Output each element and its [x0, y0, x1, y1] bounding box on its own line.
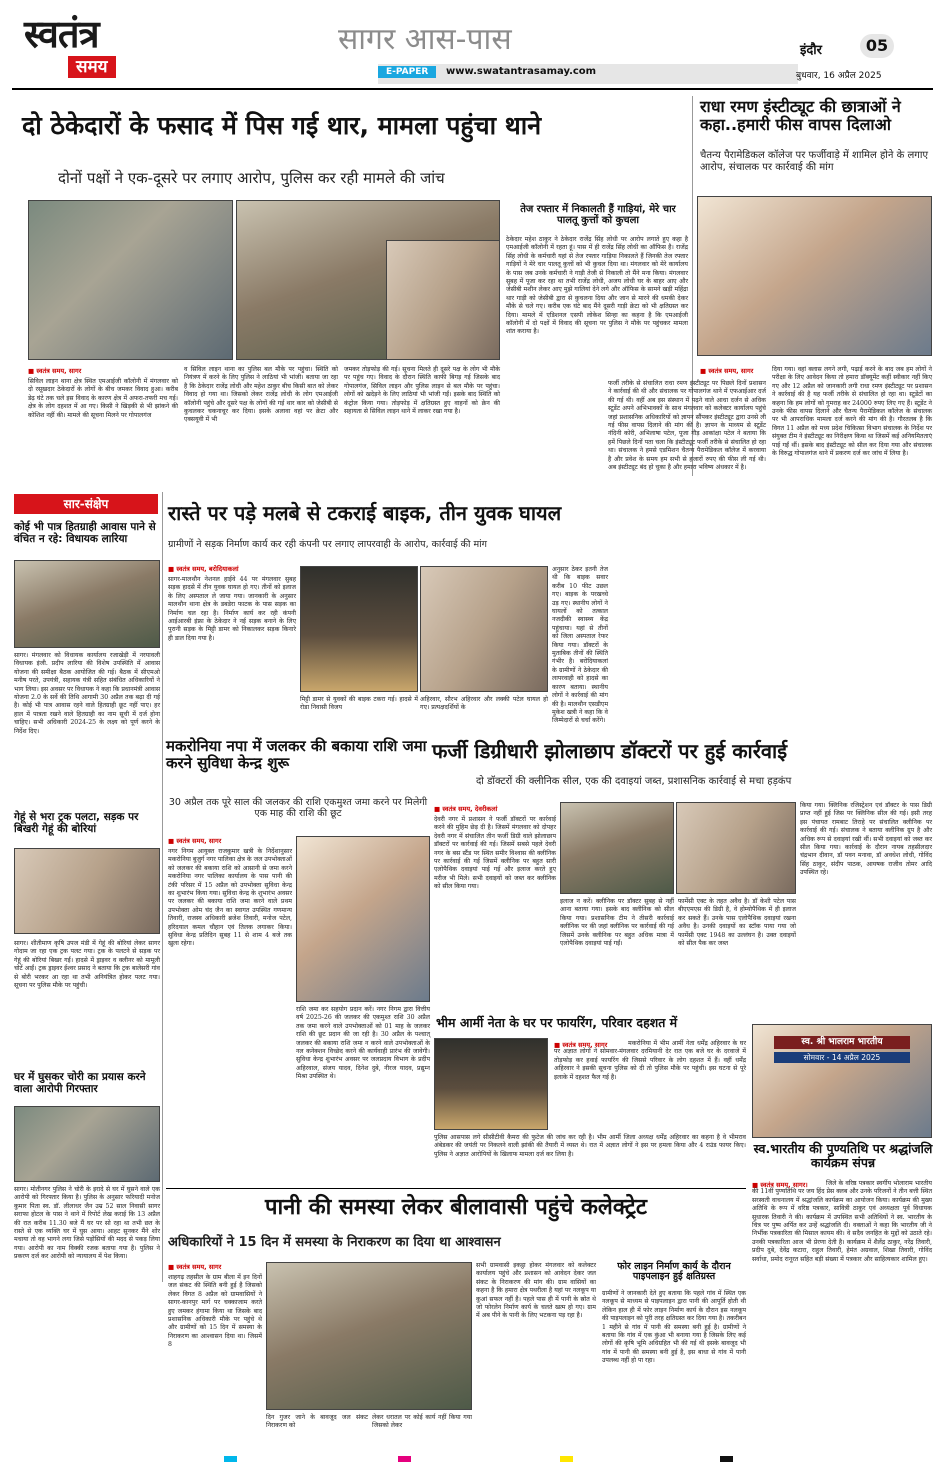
section-title: सागर आस-पास	[338, 22, 512, 57]
makronia-col1: नगर निगम आयुक्त राजकुमार खत्री के निर्देशानुसार मकरोनिया बुजुर्ग नगर पालिका क्षेत्र के जल उपभोक्ताओं को जलकर की बकाया राशि को आसानी से जमा करने मकरोनिया नगर पालिका कार्यालय के पास पानी की टंकी परिसर में 15 अप्रैल को उपभोक्ता सुविधा केन्द्र का शुभारंभ किया गया। सुविधा केन्द्र के शुभारंभ अवसर पर जलकर की बकाया राशि जमा करने वाले प्रथम उपभोक्ता ओम चंद जैन का स्वागत उपस्थित गणमान्य तिवारी, राजस्व अधिकारी ब्रजेश तिवारी, मनोज पटेल, हरिदयाल कमल चौहान एवं तिलक लगाकर किया। सुविधा केन्द्र प्रतिदिन सुबह 11 से शाम 4 बजे तक खुला रहेगा।	[168, 848, 292, 948]
farji-subhead: दो डॉक्टरों की क्लीनिक सील, एक की दवाइयां जब्त, प्रशासनिक कार्रवाई से मचा हड़कंप	[476, 776, 792, 787]
farji-headline: फर्जी डिग्रीधारी झोलाछाप डॉक्टरों पर हुई कार्रवाई	[432, 739, 788, 763]
farji-col1: देवरी नगर में प्रशासन ने फर्जी डॉक्टरों पर कार्रवाई करने की मुहिम छेड़ दी है। जिसमें मंगलवार को दोपहर देवरी नगर में संचालित तीन फर्जी डिग्री वाले झोलाछाप डॉक्टरों पर कार्रवाई की गई। जिसमें सबसे पहले देवरी नगर के बस स्टैंड पर स्थित समीर विश्वास की क्लीनिक पर कार्रवाई की गई जिसमें क्लीनिक पर बहुत सारी एलोपैथिक दवाइयां पाई गई और इलाज करते हुए मरीज भी मिले। सभी दवाइयों को जब्त कर क्लीनिक को सील किया गया।	[434, 816, 556, 891]
bike-dateline: ■ स्वतंत्र समय, बरोदियाकलां	[168, 564, 239, 573]
water-col2: दिन गुजर जाने के बावजूद जल संकट निराकरण को	[266, 1414, 368, 1430]
radha-col2: दिया गया। वहां क्लास लगने लगी, पढ़ाई करने के बाद जब हम लोगों ने परीक्षा के लिए आवेदन किया तो हमारा डॉक्यूमेंट कहीं स्वीकार नहीं किए गए और 12 अप्रैल को जानकारी लगी राधा रमण इंस्टीट्यूट पर प्रशासन ने कार्रवाई की है यह फर्जी तरीके से संचालित हो रहा था। स्टूडेंटों का कहना कि हम लोगों को गुमराह कर 24000 रुपए लिए गए हैं। स्टूडेंट ने उनके फीस वापस दिलाने और चैतन्य पैरामेडिकल कॉलेज के संचालक पर भी आपराधिक मामला दर्ज करने की मांग की है। गौरतलब है कि विगत 11 अप्रैल को मध्य प्रदेश चिकित्सा विभाग संचालक के निर्देश पर संयुक्त टीम ने इंस्टीट्यूट का निरीक्षण किया था जिसमें कई अनियमितताएं पाई गईं थीं। इसके बाद इंस्टीट्यूट को सील कर दिया गया और संचालक के विरुद्ध गोपालगंज थाने में प्रकरण दर्ज कर जांच में लिया है।	[772, 366, 932, 458]
masthead	[0, 0, 945, 92]
saar-brief2-body: सागर। शीतीमाण कृषि उपज मंडी में गेहूं की बोरियां लेकर सागर गोदाम जा रहा एक ट्रक पलट गया। ट्रक के पलटने से सड़क पर गेहूं की बोरियां बिखर गईं। हादसे में ड्राइवर व क्लीनर को मामूली चोटें आईं। ट्रक ड्राइवर ईश्वर प्रसाद ने बताया कि ट्रक बालेसरी गांव से बोरी भरकर आ रहा था तभी अनियंत्रित होकर पलट गया। सूचना पर पुलिस मौके पर पहुंची।	[14, 940, 160, 990]
farji-col3: फार्मेसी एक्ट के तहत अवैध है। डॉ केशी पटेल पास बीएएमएस की डिग्री है, वे होम्योपैथिक में ही इलाज कर सकते हैं। उनके पास एलोपैथिक दवाइयां रखना अवैध है। उनकी दवाइयों का स्टॉक पाया गया जो फार्मेसी एक्ट 1948 का उल्लंघन है। उक्त दवाइयों को सील पैक कर जब्त	[678, 898, 796, 948]
saar-brief2-photo	[14, 848, 160, 934]
radha-subhead: चैतन्य पैरामेडिकल कॉलेज पर फर्जीवाड़े में शामिल होने के लगाए आरोप, संचालक पर कार्रवाई की मांग	[700, 150, 928, 173]
makronia-col2: राशि जमा कर सहयोग प्रदान करें। नगर निगम द्वारा वित्तीय वर्ष 2025-26 की जलकर की एकमुश्त राशि 30 अप्रैल तक जमा करने वाले उपभोक्ताओं को 01 माह के जलकर राशि की छूट प्रदान की जा रही है। 30 अप्रैल के पश्चात् जलकर की बकाया राशि जमा न करने वाले उपभोक्ताओं के नल कनेक्शन विच्छेद करने की कार्यवाही प्रारंभ की जावेगी। सुविधा केन्द्र शुभारंभ अवसर पर जलप्रदाय विभाग के प्रदीप अहिरवाल, संजय यादव, दिनेश दुबे, नीरज यादव, प्रद्युम्न मिश्रा उपस्थित थे।	[296, 1006, 430, 1081]
saar-brief1-photo	[14, 560, 160, 648]
makronia-subhead: 30 अप्रैल तक पूरे साल की जलकर की राशि एकमुश्त जमा करने पर मिलेगी एक माह की राशि की छूट	[168, 797, 428, 819]
bike-col2: मिट्टी डामर से युवकों की बाइक टकरा गई। हादसे में रोडा निवासी विजय	[300, 696, 418, 712]
registration-mark	[560, 1456, 573, 1462]
site-url[interactable]: www.swatantrasamay.com	[446, 66, 597, 77]
saar-brief1-body: सागर। मंगलवार को विधायक कार्यालय रजाखेड़ी में नरयावली विधायक इंजी. प्रदीप लारिया की विशेष उपस्थिति में आवास योजना की समीक्षा बैठक आयोजित की गई। बैठक में सीएमओ मनीष परते, उपयंत्री, सहायक यंत्री सहित संबंधित अधिकारियों ने भाग लिया। इस अवसर पर विधायक ने कहा कि प्रधानमंत्री आवास योजना 2.0 के सर्वे की तिथि आगामी 30 अप्रैल तक बढ़ा दी गई है। कोई भी पात्र आवास रहने वाले हितग्राही छूट नहीं पाए। हर हाल में पात्रता रखने वाले हितग्राही का नाम सूची में दर्ज होना चाहिए। सभी अधिकारी 2024-25 के लक्ष्य को पूर्ण करने के निर्देश दिए।	[14, 652, 160, 735]
saar-brief3-head: घर में घुसकर चोरी का प्रयास करने वाला आरोपी गिरफ्तार	[14, 1071, 146, 1095]
farji-col4: किया गया। क्लिनिक रजिस्ट्रेशन एवं डॉक्टर के पास डिग्री प्राप्त नहीं हुई जिस पर क्लिनिक सील की गई। इसी तरह इस पंचायत रामबाट तिराहे पर संचालित क्लीनिक पर कार्रवाई की गई। संचालक ने बताया क्लीनिक ग्रुप है और अधिक रूप से दवाइयां रखी थीं। सभी दवाइयां को जब्त कर सील किया गया। कार्रवाई के दौरान नायब तहसीलदार चंद्रभान दीवान, डॉ पवन मनावा, डॉ अवधेश लोधी, गोविंद सिंह ठाकुर, संदीप पाठक, आयषक राजीव तोमर आदि उपस्थित रहे।	[800, 802, 932, 877]
water-headline: पानी की समस्या लेकर बीलावासी पहुंचे कलेक्ट्रेट	[264, 1195, 647, 1220]
registration-mark	[224, 1456, 237, 1462]
registration-mark	[720, 1456, 733, 1462]
radha-photo-students	[697, 196, 932, 356]
water-side-head: फोर लाइन निर्माण कार्य के दौरान पाइपलाइन हुई क्षतिग्रस्त	[617, 1261, 731, 1283]
lead-subhead: दोनों पक्षों ने एक-दूसरे पर लगाए आरोप, पुलिस कर रही मामले की जांच	[58, 169, 445, 187]
bharti-banner-date: सोमवार - 14 अप्रैल 2025	[774, 1052, 910, 1063]
masthead-rule	[12, 88, 933, 90]
lead-photo-cars	[386, 240, 500, 360]
brand-bottom: समय	[68, 56, 116, 78]
saar-brief2-head: गेहूं से भरा ट्रक पलटा, सड़क पर बिखरी गेहूं की बोरियां	[14, 811, 139, 835]
water-top-rule	[166, 1188, 746, 1189]
issue-date: बुधवार, 16 अप्रैल 2025	[796, 71, 882, 81]
city-label: इंदौर	[800, 43, 822, 58]
epaper-label: E-PAPER	[378, 66, 436, 78]
saar-brief1-head: कोई भी पात्र हितग्राही आवास पाने से वंचित न रहे: विधायक लारिया	[14, 521, 156, 545]
farji-photo-clinic2	[676, 802, 796, 894]
lead-side-head: तेज रफ्तार में निकालती हैं गाड़ियां, मेरे चार पालतू कुत्तों को कुचला	[520, 204, 676, 226]
water-col5: ग्रामीणों ने जानकारी देते हुए बताया कि पहले गांव में स्थित एक नलकूप से माध्यम से पाइपलाइन द्वारा पानी की आपूर्ति होती थी लेकिन हाल ही में फोर लाइन निर्माण कार्य के दौरान इस नलकूप की पाइपलाइन को पूरी तरह क्षतिग्रस्त कर दिया गया है। तकरीबन 1 महीने से गांव में पानी की समस्या बनी हुई है। ग्रामीणों ने बताया कि गांव में एक कुंआ भी बनाया गया है जिसके लिए कई लोगों की कृषि भूमि अधिग्रहित भी की गई थी इसके बावजूद भी गांव में पानी की समस्या बनी हुई है, इस बाधा से गांव में पानी उपलब्ध नहीं हो पा रहा।	[602, 1290, 746, 1365]
bhim-body2: पुलिस आसपास लगे सीसीटीवी कैमरा की फुटेज की जांच कर रही है। भीम आर्मी जिला अध्यक्ष धर्मेंद्र अहिरवार का कहना है वे भीमराव अंबेडकर की जयंती पर निकलने वाली झांकी की तैयारी में व्यस्त थे। रात में अज्ञात लोगों ने इस पर हमला किया और 4 राउंड फायर किए। पुलिस ने अज्ञात आरोपियों के खिलाफ मामला दर्ज कर लिया है।	[434, 1134, 746, 1158]
bharti-dateline: ■ स्वतंत्र समय, सागर।	[752, 1180, 808, 1189]
lead-col3: जमकर तोड़फोड़ की गई। सूचना मिलते ही दूसरे पक्ष के लोग भी मौके पर पहुंच गए। विवाद के दौरान स्थिति काफी बिगड़ गई जिसके बाद गोपालगंज, सिविल लाइन और पुलिस लाइन से बल मौके पर पहुंचा। लोगों को खदेड़ने के लिए लाठियां भी भांजी गईं। इसके बाद स्थिति को कंट्रोल किया गया। तोड़फोड़ में क्षतिग्रस्त हुए वाहनों को क्रेन की सहायता से सिविल लाइन थाने में लाकर रखा गया है।	[344, 366, 500, 416]
water-photo-villagers	[266, 1262, 472, 1410]
lead-photo-thar	[28, 200, 233, 360]
saar-title: सार-संक्षेप	[14, 494, 158, 514]
brand-top: स्वतंत्र	[24, 12, 99, 56]
lead-col4: ठेकेदार महेश ठाकुर ने ठेकेदार राजेंद्र सिंह लोधी पर आरोप लगाते हुए कहा है एमआईजी कॉलोनी में रहता हूं। पास में ही राजेंद्र सिंह लोधी का ऑफिस है। राजेंद्र सिंह लोधी के कर्मचारी यहां से तेज रफ्तार गाड़िया निकालते हैं जिनकी तेज रफ्तार गाड़ियों ने मेरे चार पालतू कुत्तों को भी कुचल दिया था। मंगलवार को मेरे कार्यालय के पास जब उनके कर्मचारी ने गाड़ी तेजी से निकाली तो मैंने मना किया। मंगलवार सुबह में पूजा कर रहा था तभी राजेंद्र लोधी, अजय लोधी घर के बाहर आए और जेसीबी मशीन लेकर आए मुझे गालियां देने लगे और ऑफिस के सामने खड़ी महिंद्रा थार गाड़ी को जेसीबी द्वारा से कुचलना दिया और जान से मारने की धमकी देकर मौके से चले गए। करीब एक घंटे बाद मैंने दूसरी गाड़ी क्रेटा को भी क्षतिग्रस्त कर दिया। मामले में एडिशनल एसपी लोकेश सिन्हा का कहना है कि एमआईजी कॉलोनी में दो पक्षों में विवाद की सूचना पर पुलिस ने मौके पर पहुंचकर मामला शांत कराया है।	[506, 236, 688, 336]
bike-col1: सागर-मालथौन नेशनल हाईवे 44 पर मंगलवार सुबह सड़क हादसे में तीन युवक घायल हो गए। तीनों को इलाज के लिए अस्पताल ले जाया गया। जानकारी के अनुसार मालथौन थाना क्षेत्र के डबडेरा फाटक के पास सड़क का निर्माण चल रहा है। निर्माण कार्य कर रही कंपनी आईआरबी इंफ्रा के ठेकेदार ने नई सड़क बनाने के लिए पुरानी सड़क के मिट्टी डामर को निकालकर सड़क किनारे ही डाल दिया गया है।	[168, 576, 296, 642]
makronia-photo	[296, 836, 430, 1002]
bhim-dateline: ■ स्वतंत्र समय, सागर	[554, 1040, 607, 1049]
page-number: 05	[860, 34, 894, 58]
bhim-photo	[434, 1038, 548, 1130]
lead-dateline: ■ स्वतंत्र समय, सागर	[28, 366, 81, 375]
bhim-headline: भीम आर्मी नेता के घर पर फायरिंग, परिवार दहशत में	[436, 1015, 678, 1030]
makronia-headline: मकरोनिया नपा में जलकर की बकाया राशि जमा करने सुविधा केन्द्र शुरू	[166, 737, 427, 772]
bike-subhead: ग्रामीणों ने सड़क निर्माण कार्य कर रही कंपनी पर लगाए लापरवाही के आरोप, कार्रवाई की मांग	[168, 539, 487, 550]
bhim-body1: मकरोनिया में भीम आर्मी नेता धर्मेंद्र अहिरवार के घर पर अज्ञात लोगों ने सोमवार-मंगलवार दरमियानी देर रात एक बजे घर के दरवाजे में तोड़फोड़ कर हवाई फायरिंग की जिससे परिवार के लोग दहशत में हैं। वहीं धर्मेंद्र अहिरवार ने इसकी सूचना पुलिस को दी तो पुलिस मौके पर पहुंची। इस घटना से पूरे इलाके में दहशत फैल गई है।	[554, 1040, 746, 1081]
bharti-banner-name: स्व. श्री भालराम भारतीय	[774, 1036, 910, 1049]
bike-photo-hospital	[420, 566, 548, 692]
lead-col1: सिविल लाइन थाना क्षेत्र स्थित एमआईजी कॉलोनी में मंगलवार को दो रसूखदार ठेकेदारों के लोगों के बीच जमकर विवाद हुआ। करीब डेढ़ घंटे तक चले इस विवाद के कारण क्षेत्र में अफरा-तफरी मच गई। क्षेत्र के लोग दहशत में आ गए। किसी ने खिड़की से भी झांकने की कोशिश नहीं की। मामले की सूचना मिलने पर गोपालगंज	[28, 378, 178, 419]
water-subhead: अधिकारियों ने 15 दिन में समस्या के निराकरण का दिया था आश्वासन	[168, 1235, 501, 1250]
radha-dateline: ■ स्वतंत्र समय, सागर	[700, 366, 753, 375]
bike-caption: अहिरवार, सौरभ अहिरवार और लक्की पटेल घायल हो गए। प्रत्यक्षदर्शियों के	[420, 696, 548, 712]
water-col3: लेकर धरातल पर कोई कार्य नहीं किया गया जिसको लेकर	[372, 1414, 472, 1430]
bike-photo-injured	[300, 566, 418, 692]
farji-dateline: ■ स्वतंत्र समय, देवरीकलां	[434, 804, 497, 813]
brand-logo[interactable]	[24, 14, 142, 80]
left-column-divider	[162, 492, 163, 1282]
radha-col1: फर्जी तरीके से संचालित राधा रमण इंस्टीट्यूट पर पिछले दिनों प्रशासन ने कार्रवाई की थी और संचालक पर गोपालगंज थाने में एफआईआर दर्ज की गई थी। वहीं अब इस संस्थान में पढ़ने वाले आधा दर्जन से अधिक स्टूडेंट अपने अभिभावकों के साथ मंगलवार को कलेक्टर कार्यालय पहुंचे जहां प्रशासनिक अधिकारियों को ज्ञापन सौंपकर इंस्टीट्यूट द्वारा उनसे ली गई फीस वापस दिलाने की मांग की है। ज्ञापन के माध्यम से स्टूडेंट नंदिनी कोरी, अभिलाषा पटेल, पूजा गौड़ आकांक्षा पटेल ने बताया कि हमें पिछले दिनों पता चला कि इंस्टीट्यूट फर्जी तरीके से संचालित हो रहा था। संचालक ने हमसे एडमिशन चैतन्य पैरामेडिकल कॉलेज में करवाया है और प्रवेश के समय हम सभी से हजारों रुपए की फीस ली गई थी। अब इंस्टीट्यूट बंद हो चुका है और हमारा भविष्य अंधकार में है।	[608, 380, 766, 472]
water-col4: सभी ग्रामवासी इकट्ठा होकर मंगलवार को कलेक्टर कार्यालय पहुंचे और प्रशासन को आवेदन देकर जल संकट के निराकरण की मांग की। ग्राम वासियों का कहना है कि हमारा क्षेत्र पथरीला है यहां पर नलकूप या कुआं सफल नहीं है। पहले पास ही में पानी के स्रोत थे जो फोरलेन निर्माण कार्य के चलते खत्म हो गए। ग्राम में अब पीने के पानी के लिए भटकना पड़ रहा है।	[476, 1262, 596, 1320]
bike-col3: अनुसार ठेकर इतनी तेज थी कि बाइक सवार करीब 10 फीट उछल गए। बाइक के परखच्चे उड़ गए। स्थानीय लोगों ने घायलों को तत्काल नजदीकी स्वास्थ्य केंद्र पहुंचाया। यहां से तीनों को जिला अस्पताल रेफर किया गया। डॉक्टरों के मुताबिक तीनों की स्थिति गंभीर है। बरोदियाकलां के ग्रामीणों ने ठेकेदार की लापरवाही को हादसे का कारण बताया। स्थानीय लोगों ने कार्रवाई की मांग की है। मालथौन एसडीएम मुकेश खत्री ने कहा कि वे जिम्मेदारों से चर्चा करेंगे।	[552, 566, 609, 725]
registration-mark	[398, 1456, 411, 1462]
lead-col2: व सिविल लाइन थाना का पुलिस बल मौके पर पहुंचा। स्थिति को नियंत्रण में करने के लिए पुलिस ने लाठियां भी भांजी। बताया जा रहा है कि ठेकेदार राजेंद्र लोधी और महेश ठाकुर बीच किसी बात को लेकर विवाद हो गया था। जिसको लेकर राजेंद्र लोधी के लोग एमआईजी कॉलोनी पहुंचे और दूसरे पक्ष के लोगों की गई थार कार को जेसीबी से कुचलकर चकनाचूर कर दिया। इसके अलावा वहां पर क्रेटा और एक्सयूवी में भी	[184, 366, 338, 424]
farji-photo-clinic1	[560, 802, 674, 894]
farji-col2: इलाज न करें। क्लीनिक पर डॉक्टर सुबह से नहीं आना बताया गया। इसके बाद क्लीनिक को सील किया गया। प्रशासनिक टीम ने तीसरी कार्रवाई क्लीनिक पर की जहां क्लीनिक पर कार्रवाई की गई जिसमें उनके क्लीनिक पर बहुत अधिक मात्रा में एलोपैथिक दवाइयां पाई गईं।	[560, 898, 674, 948]
radha-headline: राधा रमण इंस्टीट्यूट की छात्राओं ने कहा..हमारी फीस वापस दिलाओ	[700, 97, 901, 134]
water-col1: शाहगढ़ तहसील के ग्राम बीला में इन दिनों जल संकट की स्थिति बनी हुई है जिसको लेकर विगत 8 अप्रैल को ग्रामवासियों ने सागर-कानपुर मार्ग पर चक्काजाम करते हुए जमकर हंगामा किया था जिसके बाद प्रशासनिक अधिकारी मौके पर पहुंचे थे और ग्रामीणों को 15 दिन में समस्या के निराकरण का आश्वासन दिया था। जिसमें 8	[168, 1274, 262, 1349]
saar-brief3-photo	[14, 1106, 160, 1182]
bharti-headline: स्व.भारतीय की पुण्यतिथि पर श्रद्धांजलि कार्यक्रम संपन्न	[753, 1141, 933, 1170]
lead-headline: दो ठेकेदारों के फसाद में पिस गई थार, मामला पहुंचा थाने	[22, 111, 542, 140]
bike-headline: रास्ते पर पड़े मलबे से टकराई बाइक, तीन युवक घायल	[168, 501, 562, 525]
makronia-dateline: ■ स्वतंत्र समय, सागर	[168, 836, 221, 845]
water-dateline: ■ स्वतंत्र समय, सागर	[168, 1262, 221, 1271]
saar-brief3-body: सागर। मोतीनगर पुलिस ने चोरी के इरादे से घर में घुसने वाले एक आरोपी को गिरफ्तार किया है। पुलिस के अनुसार फरियादी मनोज कुमार पिता स्व. डॉ. लीलाधर जैन उम्र 52 साल निवासी सागर सराफा होटल के पास ने थाने में रिपोर्ट लेख कराई कि 13 अप्रैल की रात करीब 11.30 बजे मैं घर पर सो रहा था तभी छत के रास्ते से एक व्यक्ति घर में घुस आया। आहट सुनकर मैंने शोर मचाया तो वह भागने लगा जिसे पड़ोसियों की मदद से पकड़ लिया गया। आरोपी का नाम विक्की रजक बताया गया है। पुलिस ने प्रकरण दर्ज कर आरोपी को न्यायालय में पेश किया।	[14, 1186, 160, 1261]
bharti-body: जिले के वरिष्ठ पत्रकार स्वर्गीय भोलाराम भारतीय की 11वीं पुण्यतिथि पर जय हिंद प्रेस क्लब और उनके परिजनों ने तीन बत्ती स्थित सरस्वती वाचनालय में श्रद्धांजलि कार्यक्रम का आयोजन किया। कार्यक्रम की मुख्य अतिथि के रूप में वरिष्ठ पत्रकार, सावित्री ठाकुर एवं अध्यक्षता पूर्व विधायक सुधारक तिवारी ने की। कार्यक्रम में उपस्थित सभी अतिथियों ने स्व. भारतीय के चित्र पर पुष्प अर्पित कर उन्हें श्रद्धांजलि दी। वक्ताओं ने कहा कि भारतीय जी ने निर्भीक पत्रकारिता की मिसाल कायम की। वे सदैव जनहित के मुद्दों को उठाते रहे। उनकी पत्रकारिता आज भी प्रेरणा देती है। कार्यक्रम में शैलेंद्र ठाकुर, नरेंद्र तिवारी, प्रदीप दुबे, देवेंद्र कटारा, राहुल तिवारी, हेमंत अग्रवाल, शिखा तिवारी, गोविंद सर्वाधा, प्रमोद रानूरत सहित बड़ी संख्या में पत्रकार और साहित्यकार शामिल हुए।	[752, 1180, 932, 1263]
